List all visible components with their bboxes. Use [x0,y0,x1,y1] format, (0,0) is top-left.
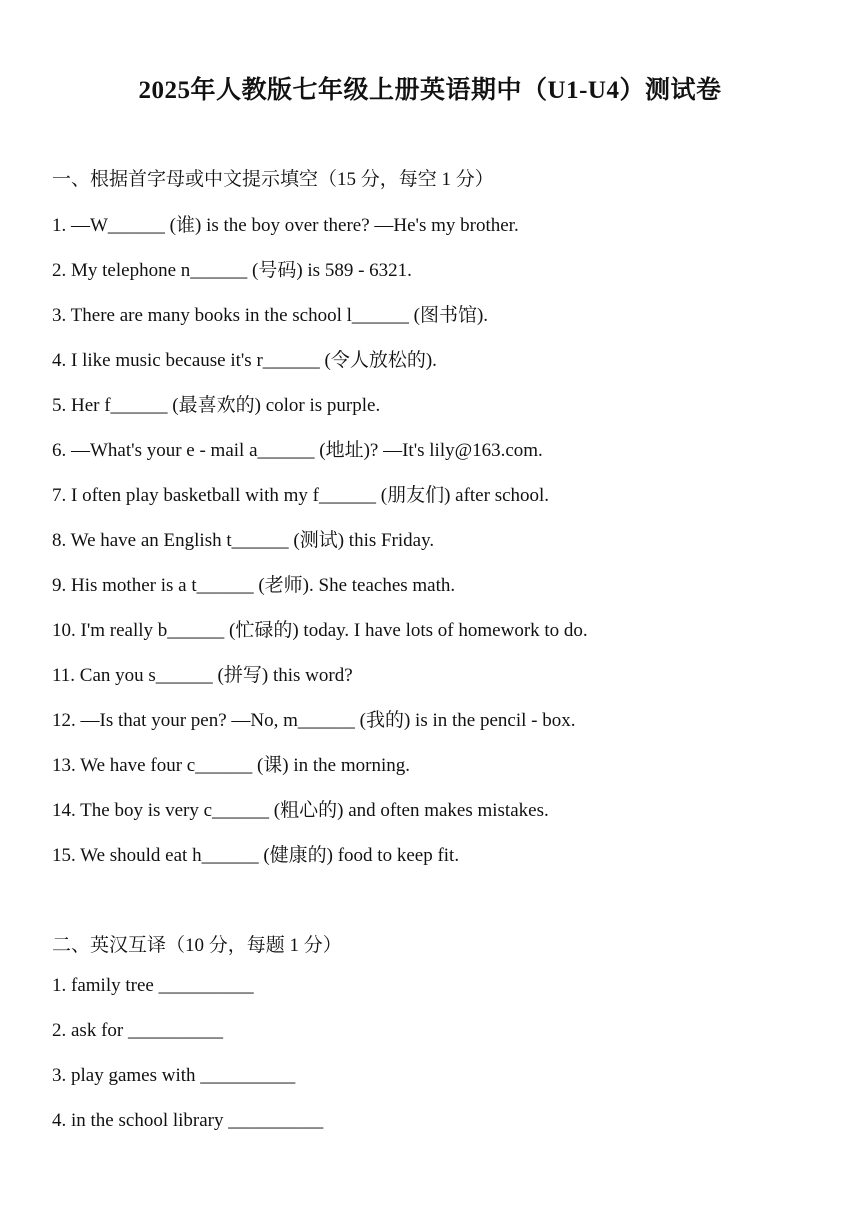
document-title: 2025年人教版七年级上册英语期中（U1-U4）测试卷 [138,77,722,104]
section-1-item-6: 6. —What's your e - mail a______ (地址)? —It's lily@163.com. [52,440,543,461]
section-1-item-1: 1. —W______ (谁) is the boy over there? —He's my brother. [52,215,519,236]
section-1-item-14: 14. The boy is very c______ (粗心的) and often makes mistakes. [52,800,549,821]
section-2-item-1: 1. family tree __________ [52,975,254,996]
section-1-item-7: 7. I often play basketball with my f______ (朋友们) after school. [52,485,550,506]
section-1-item-2: 2. My telephone n______ (号码) is 589 - 6321. [52,260,412,281]
section-1-item-5: 5. Her f______ (最喜欢的) color is purple. [52,395,381,416]
section-1-item-15: 15. We should eat h______ (健康的) food to keep fit. [52,845,460,866]
section-2-heading: 二、英汉互译（10 分，每题 1 分） [52,935,342,956]
section-1-item-11: 11. Can you s______ (拼写) this word? [52,665,353,686]
section-1-item-8: 8. We have an English t______ (测试) this Friday. [52,530,435,551]
section-1-item-10: 10. I'm really b______ (忙碌的) today. I have lots of homework to do. [52,620,588,641]
section-1-item-12: 12. —Is that your pen? —No, m______ (我的) is in the pencil - box. [52,710,576,731]
section-1-item-9: 9. His mother is a t______ (老师). She teaches math. [52,575,456,596]
section-2-item-4: 4. in the school library __________ [52,1110,324,1131]
section-1-item-13: 13. We have four c______ (课) in the morning. [52,755,410,776]
section-1-heading: 一、根据首字母或中文提示填空（15 分，每空 1 分） [52,169,494,190]
section-2-item-2: 2. ask for __________ [52,1020,223,1041]
section-1-item-3: 3. There are many books in the school l______ (图书馆). [52,305,489,326]
section-2-item-3: 3. play games with __________ [52,1065,296,1086]
section-1-item-4: 4. I like music because it's r______ (令人放松的). [52,350,437,371]
